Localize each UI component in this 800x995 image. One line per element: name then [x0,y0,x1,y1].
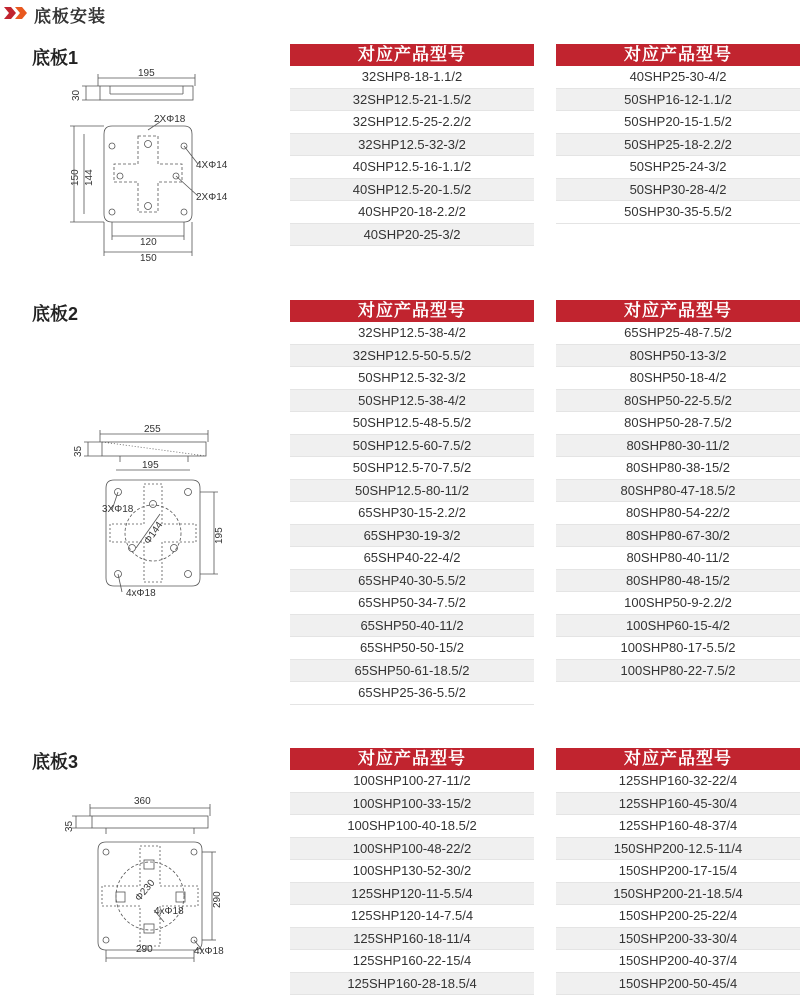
table-row: 65SHP50-40-11/2 [290,615,534,638]
table-row: 100SHP80-22-7.5/2 [556,660,800,683]
table-row: 80SHP50-22-5.5/2 [556,390,800,413]
table-row: 65SHP40-22-4/2 [290,547,534,570]
table-row: 150SHP200-40-37/4 [556,950,800,973]
table-row: 80SHP80-54-22/2 [556,502,800,525]
dim-label: 35 [73,445,84,457]
dim-label: 290 [212,891,223,908]
dim-label: 150 [140,253,157,264]
table-row: 50SHP12.5-80-11/2 [290,480,534,503]
table-row: 125SHP160-48-37/4 [556,815,800,838]
table-row: 40SHP12.5-16-1.1/2 [290,156,534,179]
table-row: 50SHP20-15-1.5/2 [556,111,800,134]
section-title-plate-3: 底板3 [32,752,79,772]
table-row: 100SHP100-27-11/2 [290,770,534,793]
model-table [290,44,534,246]
double-chevron-logo-icon [4,5,30,21]
table-row: 40SHP20-25-3/2 [290,224,534,247]
table-row: 125SHP160-32-22/4 [556,770,800,793]
table-row: 50SHP30-35-5.5/2 [556,201,800,224]
table-row: 100SHP130-52-30/2 [290,860,534,883]
table-row: 150SHP200-17-15/4 [556,860,800,883]
table-row: 125SHP120-14-7.5/4 [290,905,534,928]
dim-label: 195 [142,460,159,471]
table-row: 80SHP80-47-18.5/2 [556,480,800,503]
table-row: 150SHP200-21-18.5/4 [556,883,800,906]
table-row: 65SHP50-50-15/2 [290,637,534,660]
table-row: 80SHP50-18-4/2 [556,367,800,390]
table-row: 50SHP12.5-32-3/2 [290,367,534,390]
table-header: 对应产品型号 [290,44,534,66]
dim-label: 255 [144,424,161,435]
table-header: 对应产品型号 [290,300,534,322]
table-row: 50SHP12.5-70-7.5/2 [290,457,534,480]
dim-label: Φ144 [142,519,166,547]
model-table [556,748,800,995]
table-row: 65SHP50-34-7.5/2 [290,592,534,615]
dim-label: 4xΦ18 [126,588,156,599]
table-row: 150SHP200-50-45/4 [556,973,800,995]
dim-label: 360 [134,796,151,807]
table-row: 80SHP80-48-15/2 [556,570,800,593]
table-row: 32SHP12.5-21-1.5/2 [290,89,534,112]
section-title-plate-2: 底板2 [32,304,79,324]
dim-label: 2XΦ18 [154,114,186,125]
table-row: 125SHP160-28-18.5/4 [290,973,534,995]
model-table [290,300,534,705]
section-title-plate-1: 底板1 [32,48,79,68]
table-row: 100SHP80-17-5.5/2 [556,637,800,660]
dim-label: 4xΦ18 [154,906,184,917]
dim-label: 195 [138,68,155,79]
table-row: 125SHP160-45-30/4 [556,793,800,816]
dim-label: 150 [70,169,81,186]
dim-label: 4XΦ14 [196,160,228,171]
table-row: 125SHP120-11-5.5/4 [290,883,534,906]
table-row: 65SHP30-19-3/2 [290,525,534,548]
table-row: 125SHP160-18-11/4 [290,928,534,951]
table-row: 50SHP30-28-4/2 [556,179,800,202]
table-row: 32SHP12.5-38-4/2 [290,322,534,345]
dim-label: 120 [140,237,157,248]
table-row: 80SHP50-13-3/2 [556,345,800,368]
table-row: 80SHP50-28-7.5/2 [556,412,800,435]
table-row: 50SHP16-12-1.1/2 [556,89,800,112]
table-row: 65SHP30-15-2.2/2 [290,502,534,525]
base-plate-2-drawing [60,420,240,610]
table-row: 100SHP60-15-4/2 [556,615,800,638]
table-row: 32SHP12.5-32-3/2 [290,134,534,157]
table-row: 125SHP160-22-15/4 [290,950,534,973]
table-row: 100SHP50-9-2.2/2 [556,592,800,615]
table-row: 65SHP25-36-5.5/2 [290,682,534,705]
table-row: 150SHP200-12.5-11/4 [556,838,800,861]
table-row: 80SHP80-67-30/2 [556,525,800,548]
table-row: 100SHP100-40-18.5/2 [290,815,534,838]
table-header: 对应产品型号 [556,44,800,66]
dim-label: Φ230 [133,877,158,904]
dim-label: 30 [71,89,82,101]
dim-label: 3XΦ18 [102,504,134,515]
table-row: 65SHP50-61-18.5/2 [290,660,534,683]
table-row: 50SHP12.5-38-4/2 [290,390,534,413]
table-row: 100SHP100-48-22/2 [290,838,534,861]
table-row: 100SHP100-33-15/2 [290,793,534,816]
table-row: 150SHP200-25-22/4 [556,905,800,928]
table-header: 对应产品型号 [290,748,534,770]
table-row: 80SHP80-40-11/2 [556,547,800,570]
dim-label: 2XΦ14 [196,192,228,203]
table-row: 32SHP12.5-25-2.2/2 [290,111,534,134]
table-row: 50SHP25-18-2.2/2 [556,134,800,157]
table-row: 50SHP12.5-60-7.5/2 [290,435,534,458]
dim-label: 144 [84,169,95,186]
dim-label: 35 [64,820,75,832]
table-row: 65SHP25-48-7.5/2 [556,322,800,345]
table-row: 40SHP20-18-2.2/2 [290,201,534,224]
table-row: 50SHP25-24-3/2 [556,156,800,179]
table-header: 对应产品型号 [556,300,800,322]
model-table [290,748,534,995]
model-table [556,44,800,224]
table-row: 80SHP80-30-11/2 [556,435,800,458]
table-row: 32SHP8-18-1.1/2 [290,66,534,89]
table-row: 40SHP12.5-20-1.5/2 [290,179,534,202]
table-row: 40SHP25-30-4/2 [556,66,800,89]
base-plate-1-drawing [60,64,240,264]
table-row: 50SHP12.5-48-5.5/2 [290,412,534,435]
page-title: 底板安装 [34,7,106,26]
table-row: 150SHP200-33-30/4 [556,928,800,951]
page-header [0,0,800,26]
base-plate-3-drawing [60,790,240,965]
dim-label: 290 [136,944,153,955]
table-row: 80SHP80-38-15/2 [556,457,800,480]
model-table [556,300,800,682]
table-row: 32SHP12.5-50-5.5/2 [290,345,534,368]
table-row: 65SHP40-30-5.5/2 [290,570,534,593]
table-header: 对应产品型号 [556,748,800,770]
dim-label: 4xΦ18 [194,946,224,957]
dim-label: 195 [214,527,225,544]
